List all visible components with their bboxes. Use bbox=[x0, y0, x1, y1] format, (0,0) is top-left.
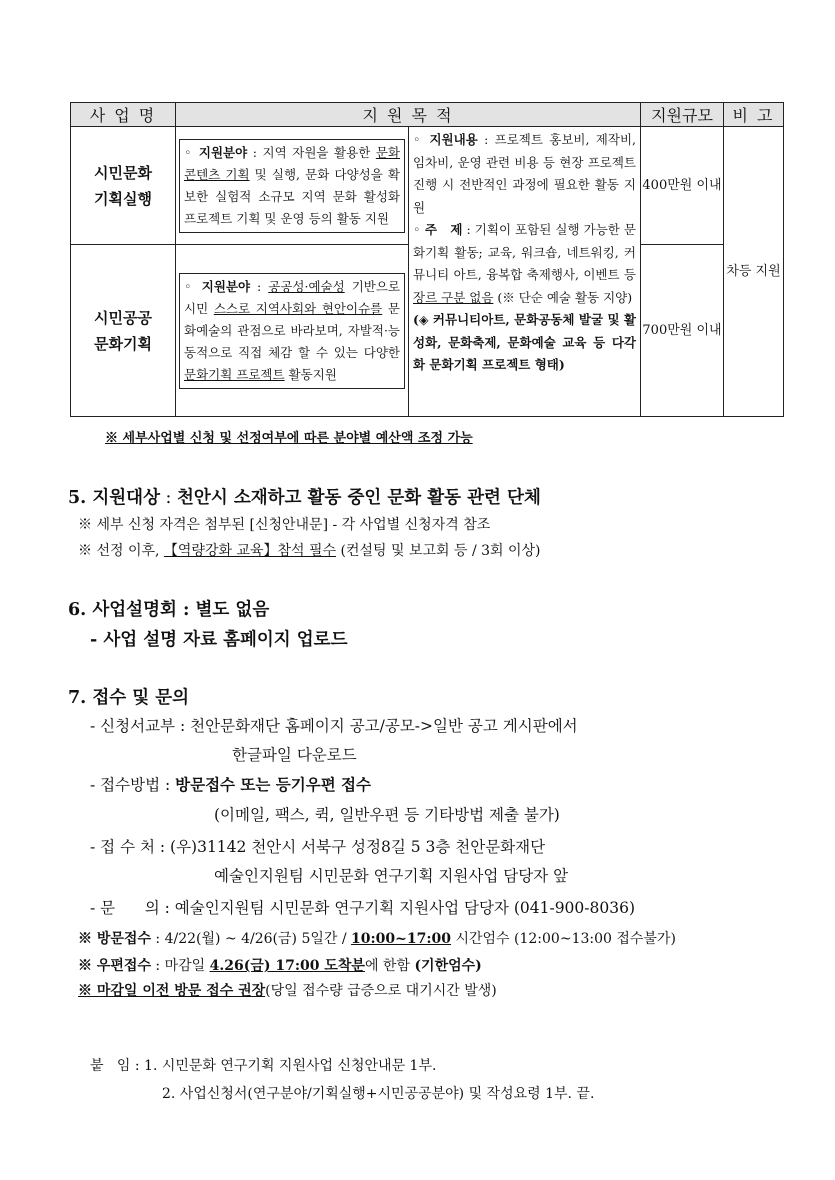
section-7-title: 7. 접수 및 문의 bbox=[68, 688, 190, 708]
support-area-box: ◦ 지원분야 : 지역 자원을 활용한 문화 콘텐츠 기획 및 실행, 문화 다양성을 확보한 실험적 소규모 지역 문화 활성화 프로젝트 기획 및 운영 등의 활동 지원 bbox=[179, 139, 405, 233]
form-distribution: - 신청서교부 : 천안문화재단 홈페이지 공고/공모->일반 공고 게시판에서 bbox=[90, 717, 578, 735]
header-purpose: 지 원 목 적 bbox=[176, 103, 641, 127]
scale-2: 700만원 이내 bbox=[641, 245, 724, 417]
section-6-line-1: - 사업 설명 자료 홈페이지 업로드 bbox=[90, 630, 348, 650]
table-row bbox=[71, 127, 784, 245]
program-name-2: 시민공공 문화기획 bbox=[71, 245, 176, 417]
table-footnote: ※ 세부사업별 신청 및 선정여부에 따른 분야별 예산액 조정 가능 bbox=[105, 431, 473, 446]
support-area-1 bbox=[176, 127, 409, 245]
theme-highlight: (◈ 커뮤니티아트, 문화공동체 발굴 및 활성화, 문화축제, 문화예술 교육 등 다각화 문화기획 프로젝트 형태) bbox=[413, 312, 636, 372]
scale-1: 400만원 이내 bbox=[641, 127, 724, 245]
program-name-1: 시민문화 기획실행 bbox=[71, 127, 176, 245]
support-area-2 bbox=[176, 245, 409, 417]
post-submission: ※ 우편접수 : 마감일 4.26(금) 17:00 도착분에 한함 (기한엄수) bbox=[78, 958, 482, 974]
program-table bbox=[70, 102, 784, 417]
section-5-note-2: ※ 선정 이후, 【역량강화 교육】참석 필수 (컨설팅 및 보고회 등 / 3회 이상) bbox=[78, 543, 541, 559]
section-6-title: 6. 사업설명회 : 별도 없음 bbox=[68, 600, 270, 620]
support-content bbox=[409, 127, 641, 417]
visit-submission: ※ 방문접수 : 4/22(월) ~ 4/26(금) 5일간 / 10:00~17:00 시간엄수 (12:00~13:00 접수불가) bbox=[78, 931, 676, 947]
submission-method: - 접수방법 : 방문접수 또는 등기우편 접수 bbox=[90, 775, 372, 794]
header-scale: 지원규모 bbox=[641, 103, 724, 127]
submission-place-2: 예술인지원팀 시민문화 연구기획 지원사업 담당자 앞 bbox=[214, 867, 569, 885]
attachment-2: 2. 사업신청서(연구분야/기획실행+시민공공분야) 및 작성요령 1부. 끝. bbox=[162, 1086, 595, 1102]
submission-place: - 접 수 처 : (우)31142 천안시 서북구 성정8길 5 3층 천안문화재단 bbox=[90, 838, 546, 856]
support-area-box: ◦ 지원분야 : 공공성·예술성 기반으로 시민 스스로 지역사회와 현안이슈를 문화예술의 관점으로 바라보며, 자발적·능동적으로 직접 체감 할 수 있는 다양한 문화기획 프로젝트 활동지원 bbox=[179, 273, 405, 389]
submission-method-2: (이메일, 팩스, 퀵, 일반우편 등 기타방법 제출 불가) bbox=[214, 806, 560, 824]
form-distribution-2: 한글파일 다운로드 bbox=[232, 746, 357, 764]
section-5-title: 5. 지원대상 : 천안시 소재하고 활동 중인 문화 활동 관련 단체 bbox=[68, 488, 541, 508]
section-5-note-1: ※ 세부 신청 자격은 첨부된 [신청안내문] - 각 사업별 신청자격 참조 bbox=[78, 517, 491, 533]
inquiry: - 문 의 : 예술인지원팀 시민문화 연구기획 지원사업 담당자 (041-900-8036) bbox=[90, 899, 636, 917]
header-program-name: 사 업 명 bbox=[71, 103, 176, 127]
support-content-text: ◦ 지원내용 : 프로젝트 홍보비, 제작비, 임차비, 운영 관련 비용 등 현장 프로젝트 진행 시 전반적인 과정에 필요한 활동 지원 ◦ 주 제 : 기획이 포함된 실행 가능한 문화기획 활동; 교육, 워크숍, 네트워킹, 커뮤니티 아트, 융복합 축제행사, 이벤트 등 장르 구분 없음 (※ 단순 예술 활동 지양) (◈ 커뮤니티아트, 문화공동체 발굴 및 활성화, 문화축제, 문화예술 교육 등 다각화 문화기획 프로젝트 형태) bbox=[413, 132, 636, 372]
table-header-row bbox=[71, 103, 784, 127]
note-cell: 차등 지원 bbox=[724, 127, 784, 417]
header-note: 비 고 bbox=[724, 103, 784, 127]
attachment-1: 붙 임 : 1. 시민문화 연구기획 지원사업 신청안내문 1부. bbox=[90, 1058, 437, 1074]
early-visit-recommendation: ※ 마감일 이전 방문 접수 권장(당일 접수량 급증으로 대기시간 발생) bbox=[78, 983, 497, 999]
